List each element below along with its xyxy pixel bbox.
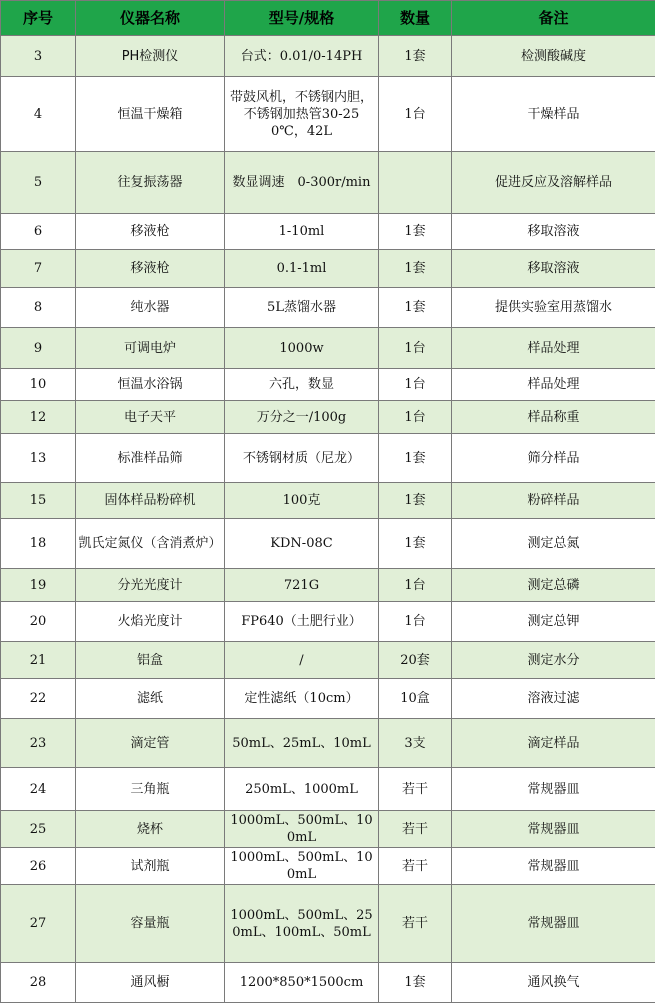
cell-name: 通风橱 xyxy=(76,963,225,1003)
cell-no: 10 xyxy=(1,369,76,401)
cell-no: 26 xyxy=(1,848,76,885)
table-row xyxy=(1,768,655,811)
cell-name: 分光光度计 xyxy=(76,569,225,602)
header-no: 序号 xyxy=(1,1,76,36)
cell-qty: 3支 xyxy=(379,719,452,768)
header-row xyxy=(1,1,655,36)
header-spec: 型号/规格 xyxy=(225,1,379,36)
cell-name: 固体样品粉碎机 xyxy=(76,483,225,519)
cell-spec: FP640（土肥行业） xyxy=(225,602,379,642)
cell-note: 测定总磷 xyxy=(452,569,655,602)
table-row xyxy=(1,152,655,214)
table-row xyxy=(1,483,655,519)
table-row xyxy=(1,36,655,77)
header-name: 仪器名称 xyxy=(76,1,225,36)
cell-qty xyxy=(379,152,452,214)
cell-qty: 若干 xyxy=(379,811,452,848)
cell-qty: 1套 xyxy=(379,483,452,519)
cell-name: 烧杯 xyxy=(76,811,225,848)
table-row xyxy=(1,811,655,848)
cell-spec: 不锈钢材质（尼龙） xyxy=(225,434,379,483)
cell-qty: 若干 xyxy=(379,885,452,963)
cell-name: 恒温水浴锅 xyxy=(76,369,225,401)
cell-spec: 5L蒸馏水器 xyxy=(225,288,379,328)
cell-no: 19 xyxy=(1,569,76,602)
cell-no: 27 xyxy=(1,885,76,963)
cell-no: 3 xyxy=(1,36,76,77)
cell-note: 常规器皿 xyxy=(452,768,655,811)
cell-qty: 1台 xyxy=(379,602,452,642)
cell-note: 常规器皿 xyxy=(452,811,655,848)
cell-name: 移液枪 xyxy=(76,250,225,288)
cell-name: 可调电炉 xyxy=(76,328,225,369)
cell-name: 标准样品筛 xyxy=(76,434,225,483)
table-row xyxy=(1,569,655,602)
cell-note: 干燥样品 xyxy=(452,77,655,152)
cell-no: 12 xyxy=(1,401,76,434)
cell-no: 7 xyxy=(1,250,76,288)
cell-qty: 1套 xyxy=(379,36,452,77)
cell-spec: 1000mL、500mL、100mL xyxy=(225,848,379,885)
cell-note: 常规器皿 xyxy=(452,885,655,963)
cell-spec: 1-10ml xyxy=(225,214,379,250)
cell-qty: 若干 xyxy=(379,848,452,885)
cell-spec: 721G xyxy=(225,569,379,602)
cell-spec: 1000mL、500mL、100mL xyxy=(225,811,379,848)
cell-spec: 1200*850*1500cm xyxy=(225,963,379,1003)
cell-qty: 1台 xyxy=(379,77,452,152)
cell-no: 13 xyxy=(1,434,76,483)
table-row xyxy=(1,719,655,768)
cell-no: 28 xyxy=(1,963,76,1003)
cell-note: 常规器皿 xyxy=(452,848,655,885)
cell-spec: 250mL、1000mL xyxy=(225,768,379,811)
cell-spec: 带鼓风机，不锈钢内胆，不锈钢加热管30-250℃，42L xyxy=(225,77,379,152)
cell-note: 溶液过滤 xyxy=(452,679,655,719)
cell-name: 试剂瓶 xyxy=(76,848,225,885)
table-row xyxy=(1,963,655,1003)
cell-name: 火焰光度计 xyxy=(76,602,225,642)
cell-note: 测定水分 xyxy=(452,642,655,679)
cell-note: 移取溶液 xyxy=(452,214,655,250)
cell-note: 样品处理 xyxy=(452,369,655,401)
cell-qty: 1套 xyxy=(379,214,452,250)
cell-spec: KDN-08C xyxy=(225,519,379,569)
cell-no: 25 xyxy=(1,811,76,848)
cell-name: 移液枪 xyxy=(76,214,225,250)
cell-name: 铝盒 xyxy=(76,642,225,679)
cell-note: 检测酸碱度 xyxy=(452,36,655,77)
cell-note: 样品处理 xyxy=(452,328,655,369)
header-note: 备注 xyxy=(452,1,655,36)
cell-no: 20 xyxy=(1,602,76,642)
cell-qty: 1台 xyxy=(379,328,452,369)
cell-spec: 0.1-1ml xyxy=(225,250,379,288)
cell-no: 9 xyxy=(1,328,76,369)
cell-qty: 1套 xyxy=(379,250,452,288)
cell-note: 筛分样品 xyxy=(452,434,655,483)
table-row xyxy=(1,679,655,719)
cell-no: 23 xyxy=(1,719,76,768)
cell-note: 测定总钾 xyxy=(452,602,655,642)
cell-spec: 六孔，数显 xyxy=(225,369,379,401)
header-qty: 数量 xyxy=(379,1,452,36)
cell-name: PH检测仪 xyxy=(76,36,225,77)
table-row xyxy=(1,434,655,483)
cell-no: 5 xyxy=(1,152,76,214)
cell-name: 往复振荡器 xyxy=(76,152,225,214)
cell-spec: 数显调速 0-300r/min xyxy=(225,152,379,214)
cell-qty: 1套 xyxy=(379,963,452,1003)
cell-no: 6 xyxy=(1,214,76,250)
cell-name: 滤纸 xyxy=(76,679,225,719)
cell-qty: 若干 xyxy=(379,768,452,811)
cell-note: 移取溶液 xyxy=(452,250,655,288)
cell-name: 三角瓶 xyxy=(76,768,225,811)
table-row xyxy=(1,328,655,369)
cell-note: 滴定样品 xyxy=(452,719,655,768)
table-row xyxy=(1,642,655,679)
cell-no: 24 xyxy=(1,768,76,811)
cell-no: 4 xyxy=(1,77,76,152)
cell-note: 提供实验室用蒸馏水 xyxy=(452,288,655,328)
cell-spec: 定性滤纸（10cm） xyxy=(225,679,379,719)
cell-spec: / xyxy=(225,642,379,679)
cell-qty: 1台 xyxy=(379,369,452,401)
table-row xyxy=(1,519,655,569)
cell-qty: 1套 xyxy=(379,434,452,483)
cell-name: 纯水器 xyxy=(76,288,225,328)
cell-qty: 1台 xyxy=(379,569,452,602)
cell-name: 恒温干燥箱 xyxy=(76,77,225,152)
cell-note: 样品称重 xyxy=(452,401,655,434)
cell-spec: 台式：0.01/0-14PH xyxy=(225,36,379,77)
table-row xyxy=(1,214,655,250)
cell-spec: 万分之一/100g xyxy=(225,401,379,434)
table-row xyxy=(1,602,655,642)
table-row xyxy=(1,885,655,963)
cell-qty: 10盒 xyxy=(379,679,452,719)
cell-no: 21 xyxy=(1,642,76,679)
table-row xyxy=(1,401,655,434)
cell-no: 18 xyxy=(1,519,76,569)
cell-note: 促进反应及溶解样品 xyxy=(452,152,655,214)
table-row xyxy=(1,77,655,152)
cell-name: 容量瓶 xyxy=(76,885,225,963)
cell-name: 电子天平 xyxy=(76,401,225,434)
cell-qty: 1套 xyxy=(379,288,452,328)
cell-spec: 50mL、25mL、10mL xyxy=(225,719,379,768)
table-row xyxy=(1,250,655,288)
cell-note: 测定总氮 xyxy=(452,519,655,569)
cell-spec: 100克 xyxy=(225,483,379,519)
cell-name: 滴定管 xyxy=(76,719,225,768)
cell-no: 15 xyxy=(1,483,76,519)
cell-name: 凯氏定氮仪（含消煮炉） xyxy=(76,519,225,569)
table-row xyxy=(1,288,655,328)
cell-no: 8 xyxy=(1,288,76,328)
cell-spec: 1000w xyxy=(225,328,379,369)
table-row xyxy=(1,848,655,885)
cell-no: 22 xyxy=(1,679,76,719)
cell-spec: 1000mL、500mL、250mL、100mL、50mL xyxy=(225,885,379,963)
cell-note: 通风换气 xyxy=(452,963,655,1003)
cell-qty: 1套 xyxy=(379,519,452,569)
cell-note: 粉碎样品 xyxy=(452,483,655,519)
table-row xyxy=(1,369,655,401)
cell-qty: 20套 xyxy=(379,642,452,679)
cell-qty: 1台 xyxy=(379,401,452,434)
